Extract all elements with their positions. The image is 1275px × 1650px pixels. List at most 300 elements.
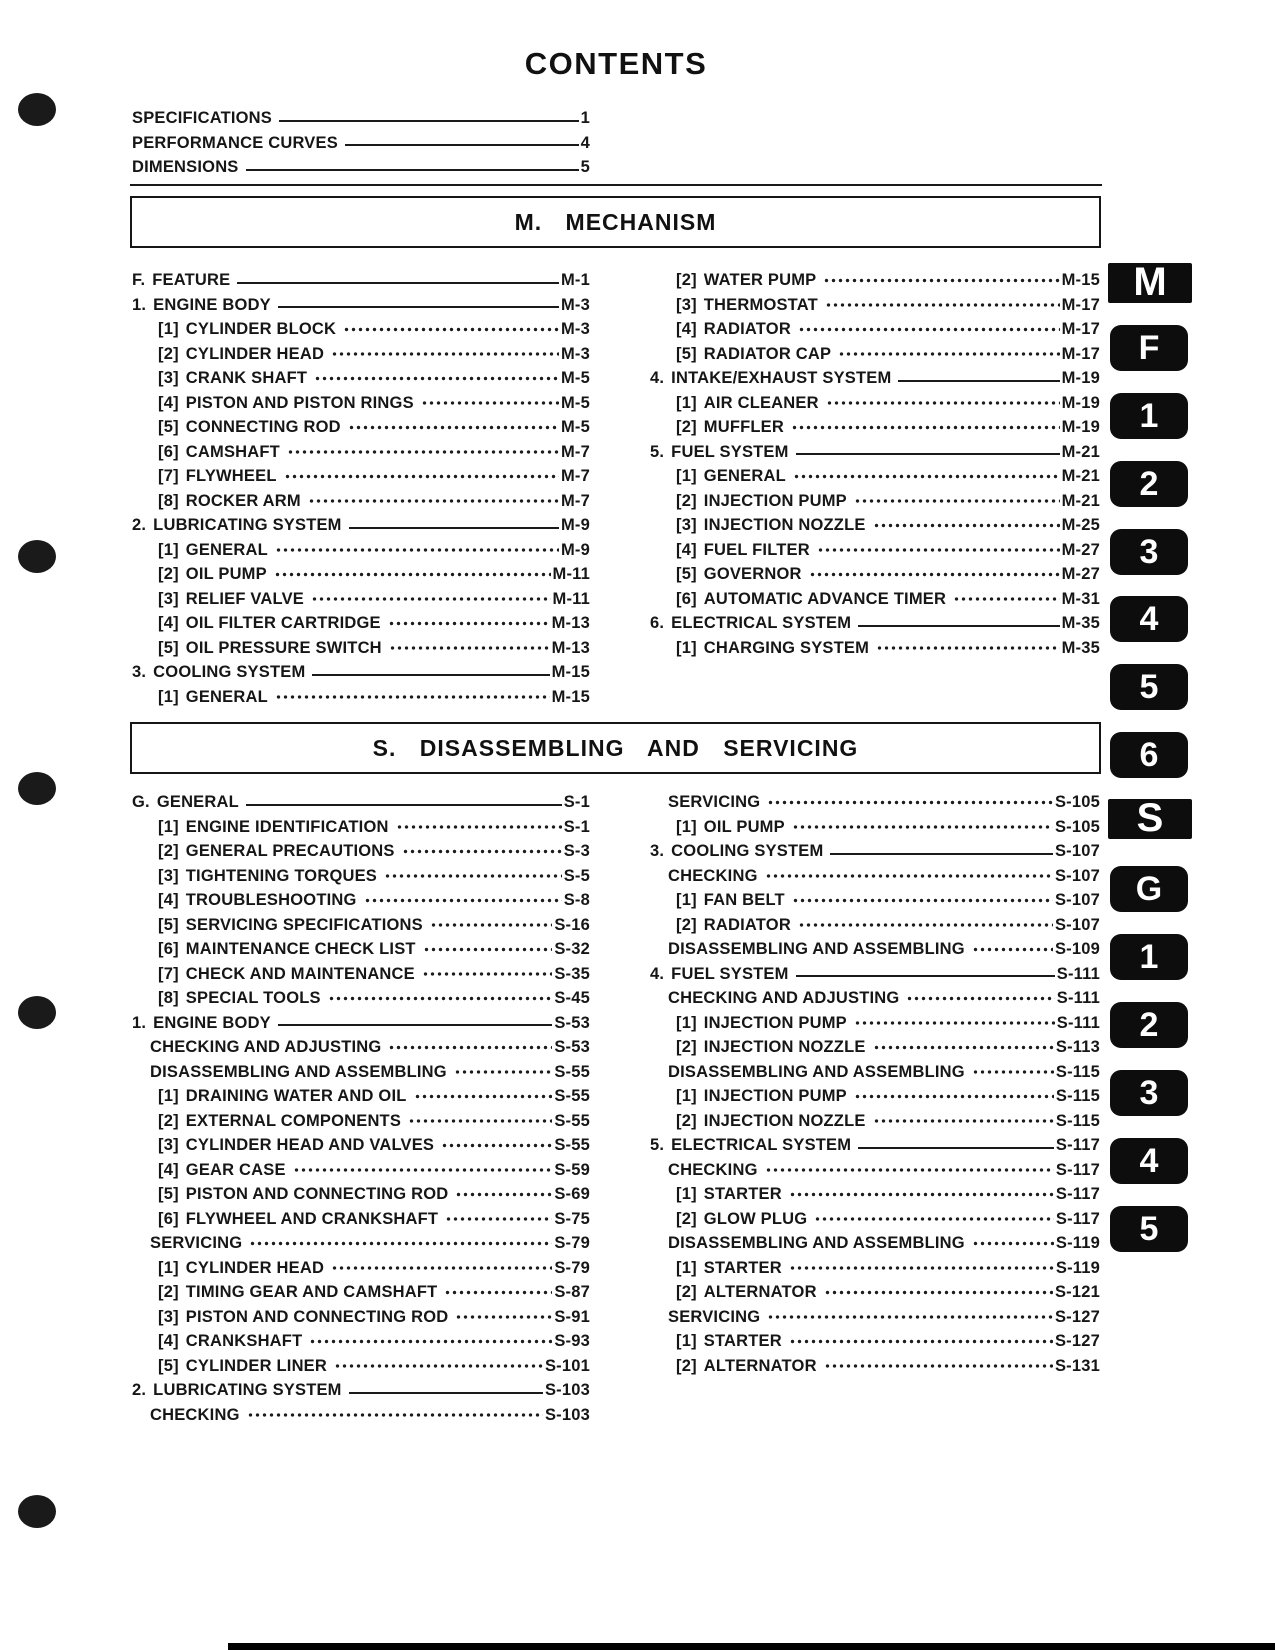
toc-entry-page: S-32 (554, 940, 590, 958)
toc-entry-prefix: [1] (158, 540, 179, 559)
toc-entry-page: S-115 (1055, 1087, 1100, 1105)
toc-entry-prefix: [4] (158, 1332, 179, 1350)
toc-entry (132, 611, 590, 636)
toc-entry-prefix: [3] (158, 1136, 179, 1154)
toc-entry-label: CRANK SHAFT (185, 369, 308, 387)
toc-leader (826, 391, 1060, 416)
toc-entry-label: INJECTION PUMP (703, 1087, 847, 1105)
toc-leader (308, 489, 559, 514)
toc-entry (650, 440, 1100, 465)
toc-entry (132, 888, 590, 913)
toc-entry-label: ALTERNATOR (703, 1356, 817, 1375)
toc-entry-label: STARTER (703, 1185, 782, 1203)
toc-entry (650, 937, 1100, 962)
toc-entry-page: M-9 (560, 540, 590, 559)
toc-entry (650, 1354, 1100, 1379)
toc-entry-label: FUEL SYSTEM (671, 964, 789, 983)
toc-entry-prefix: [1] (676, 1185, 697, 1203)
toc-entry (132, 1158, 590, 1183)
toc-entry (132, 317, 590, 342)
toc-entry (650, 636, 1100, 661)
toc-entry-label: DISASSEMBLING AND ASSEMBLING (668, 1062, 965, 1081)
toc-entry-page: S-105 (1054, 793, 1100, 811)
toc-entry (132, 790, 590, 815)
toc-entry-label: FUEL FILTER (703, 540, 810, 559)
toc-leader (854, 489, 1060, 514)
toc-entry-prefix: [1] (676, 1332, 697, 1350)
toc-entry-page: S-8 (563, 891, 590, 909)
toc-leader (876, 636, 1060, 661)
toc-entry-label: DISASSEMBLING AND ASSEMBLING (668, 940, 965, 958)
toc-leader (906, 986, 1054, 1011)
toc-entry-label: EXTERNAL COMPONENTS (185, 1111, 402, 1130)
toc-entry-prefix: [6] (158, 1209, 179, 1228)
toc-leader (287, 440, 559, 465)
toc-entry (132, 415, 590, 440)
toc-entry (650, 888, 1100, 913)
toc-entry (132, 1207, 590, 1232)
toc-leader (798, 317, 1060, 342)
toc-entry (132, 815, 590, 840)
toc-entry-page: M-7 (560, 491, 590, 510)
toc-leader (275, 538, 559, 563)
toc-entry-label: DISASSEMBLING AND ASSEMBLING (668, 1234, 965, 1252)
toc-entry (132, 538, 590, 563)
toc-entry-label: DISASSEMBLING AND ASSEMBLING (150, 1062, 447, 1081)
side-tab-s: S (1108, 799, 1192, 839)
toc-entry-page: S-55 (554, 1062, 590, 1081)
toc-entry (650, 1158, 1100, 1183)
toc-entry-prefix: [3] (676, 295, 697, 314)
toc-entry-label: STARTER (703, 1258, 782, 1277)
toc-entry-prefix: [1] (676, 638, 697, 657)
toc-leader (441, 1133, 552, 1158)
toc-entry-page: S-117 (1055, 1209, 1100, 1228)
toc-entry-prefix: [8] (158, 491, 179, 510)
toc-entry (650, 317, 1100, 342)
toc-entry (132, 636, 590, 661)
toc-entry (650, 1231, 1100, 1256)
toc-entry-prefix: [3] (158, 589, 179, 608)
toc-entry-label: GENERAL (703, 467, 786, 485)
side-tab-4: 4 (1110, 1138, 1188, 1184)
toc-entry-prefix: 1. (132, 295, 147, 314)
divider-rule (130, 184, 1102, 186)
toc-entry-page: M-19 (1061, 418, 1100, 436)
toc-leader (789, 1329, 1053, 1354)
toc-entry (132, 562, 590, 587)
toc-entry-page: S-115 (1055, 1062, 1100, 1081)
toc-entry-page: S-111 (1056, 964, 1100, 983)
toc-leader (311, 587, 551, 612)
toc-entry-page: S-127 (1054, 1307, 1100, 1326)
toc-entry-label: DRAINING WATER AND OIL (185, 1087, 407, 1105)
toc-entry-prefix: [2] (676, 1283, 697, 1301)
toc-leader (408, 1109, 552, 1134)
toc-entry-page: M-31 (1061, 589, 1100, 608)
toc-entry-page: S-53 (554, 1038, 590, 1056)
toc-entry-page: S-115 (1055, 1111, 1100, 1130)
toc-entry-label: FLYWHEEL (185, 467, 277, 485)
toc-entry-label: CHECKING AND ADJUSTING (150, 1038, 382, 1056)
toc-entry-prefix: [3] (676, 516, 697, 534)
toc-entry-label: GEAR CASE (185, 1160, 286, 1179)
servicing-left-column (132, 790, 590, 1427)
toc-entry-prefix: [2] (158, 565, 179, 583)
toc-entry-label: INJECTION PUMP (703, 491, 847, 510)
toc-entry-label: CAMSHAFT (185, 442, 280, 461)
binder-hole (18, 1495, 56, 1528)
toc-entry (132, 440, 590, 465)
toc-entry-label: INJECTION NOZZLE (703, 1111, 866, 1130)
toc-entry-label: LUBRICATING SYSTEM (153, 516, 342, 534)
toc-entry (650, 538, 1100, 563)
toc-entry-label: FLYWHEEL AND CRANKSHAFT (185, 1209, 439, 1228)
toc-entry-page: M-15 (1061, 271, 1100, 289)
side-tab-1: 1 (1110, 934, 1188, 980)
toc-leader (343, 317, 559, 342)
toc-entry-prefix: [1] (158, 1087, 179, 1105)
toc-entry (132, 839, 590, 864)
toc-leader (414, 1084, 553, 1109)
toc-entry-label: MAINTENANCE CHECK LIST (185, 940, 416, 958)
toc-entry-page: S-55 (554, 1136, 590, 1154)
toc-leader (823, 268, 1059, 293)
toc-entry-page: M-27 (1061, 565, 1100, 583)
toc-entry (650, 1109, 1100, 1134)
toc-entry-page: S-79 (554, 1258, 590, 1277)
toc-entry (132, 587, 590, 612)
toc-entry-prefix: [1] (158, 1258, 179, 1277)
toc-leader (312, 674, 549, 676)
side-tab-6: 6 (1110, 732, 1188, 778)
toc-entry-page: M-19 (1061, 393, 1100, 412)
toc-entry (132, 1182, 590, 1207)
toc-entry-page: M-15 (551, 687, 590, 706)
toc-entry-label: ENGINE BODY (153, 1013, 271, 1032)
toc-entry-prefix: 4. (650, 369, 665, 387)
toc-entry-label: GOVERNOR (703, 565, 802, 583)
toc-entry (132, 155, 590, 180)
toc-leader (873, 513, 1060, 538)
toc-entry-prefix: [2] (158, 1283, 179, 1301)
toc-leader (873, 1109, 1054, 1134)
toc-entry-label: PERFORMANCE CURVES (132, 133, 338, 152)
scan-edge-artifact (228, 1643, 1275, 1650)
servicing-right-column (650, 790, 1100, 1427)
toc-entry-prefix: 6. (650, 614, 665, 632)
toc-entry (650, 839, 1100, 864)
toc-entry-prefix: [1] (676, 393, 697, 412)
toc-entry-prefix: 1. (132, 1013, 147, 1032)
toc-entry-prefix: [5] (158, 418, 179, 436)
toc-leader (384, 864, 562, 889)
section-title-mechanism: M. MECHANISM (514, 208, 717, 235)
toc-leader (972, 937, 1053, 962)
toc-entry (650, 1011, 1100, 1036)
toc-entry-page: 1 (580, 109, 590, 127)
toc-entry-label: CYLINDER HEAD AND VALVES (185, 1136, 435, 1154)
toc-entry-label: OIL PRESSURE SWITCH (185, 638, 382, 657)
toc-leader (898, 380, 1059, 382)
toc-entry-label: TROUBLESHOOTING (185, 891, 357, 909)
toc-leader (284, 464, 559, 489)
toc-entry (650, 1280, 1100, 1305)
toc-entry (650, 391, 1100, 416)
toc-entry-page: S-91 (554, 1307, 590, 1326)
toc-entry-page: M-21 (1061, 467, 1100, 485)
side-tab-3: 3 (1110, 529, 1188, 575)
toc-entry (132, 1011, 590, 1036)
toc-entry (650, 1207, 1100, 1232)
toc-leader (789, 1256, 1054, 1281)
side-tab-5: 5 (1110, 1206, 1188, 1252)
toc-entry-page: M-21 (1061, 442, 1100, 461)
binder-hole (18, 772, 56, 805)
mechanism-left-column (132, 268, 590, 709)
toc-entry-label: SPECIFICATIONS (132, 109, 273, 127)
toc-entry-page: M-15 (551, 663, 590, 681)
toc-entry (132, 986, 590, 1011)
side-tab-2: 2 (1110, 1002, 1188, 1048)
toc-entry (650, 342, 1100, 367)
toc-entry-prefix: [1] (158, 320, 179, 338)
toc-entry-page: S-107 (1054, 915, 1100, 934)
toc-entry-label: ALTERNATOR (703, 1283, 817, 1301)
toc-entry (650, 1329, 1100, 1354)
toc-entry-label: MUFFLER (703, 418, 784, 436)
toc-entry (132, 913, 590, 938)
toc-entry-page: S-87 (554, 1283, 590, 1301)
toc-entry-label: SERVICING (150, 1234, 243, 1252)
toc-entry-prefix: [7] (158, 467, 179, 485)
toc-leader (789, 1182, 1054, 1207)
toc-entry (650, 513, 1100, 538)
toc-entry (132, 1378, 590, 1403)
toc-entry-page: S-45 (554, 989, 590, 1007)
toc-entry-prefix: [6] (158, 442, 179, 461)
toc-entry-prefix: [1] (676, 891, 697, 909)
page-title: CONTENTS (524, 46, 708, 81)
toc-entry-page: S-35 (554, 964, 590, 983)
toc-leader (278, 306, 559, 308)
toc-leader (791, 415, 1060, 440)
toc-entry-prefix: [1] (676, 1087, 697, 1105)
toc-entry-prefix: [2] (676, 1111, 697, 1130)
toc-entry-page: M-1 (560, 271, 590, 289)
toc-entry-prefix: [4] (158, 1160, 179, 1179)
toc-entry (132, 937, 590, 962)
toc-entry-page: S-117 (1055, 1136, 1100, 1154)
mechanism-columns (132, 268, 1100, 709)
toc-leader (445, 1207, 552, 1232)
toc-leader (455, 1182, 552, 1207)
toc-entry-label: RADIATOR CAP (703, 344, 832, 363)
toc-entry-page: 5 (580, 158, 590, 176)
toc-entry (132, 1060, 590, 1085)
toc-leader (246, 169, 579, 171)
toc-leader (396, 815, 562, 840)
toc-entry-prefix: [2] (158, 344, 179, 363)
toc-entry-page: M-35 (1061, 638, 1100, 657)
toc-entry-page: S-127 (1054, 1332, 1100, 1350)
toc-entry-prefix: [2] (676, 271, 697, 289)
toc-entry-page: S-113 (1055, 1038, 1100, 1056)
toc-leader (389, 636, 550, 661)
toc-entry-label: OIL FILTER CARTRIDGE (185, 614, 381, 632)
toc-entry-prefix: [1] (676, 817, 697, 836)
binder-hole (18, 93, 56, 126)
toc-entry-prefix: [4] (158, 393, 179, 412)
toc-entry-page: S-55 (554, 1087, 590, 1105)
toc-entry (650, 986, 1100, 1011)
toc-entry (132, 513, 590, 538)
toc-entry-prefix: 2. (132, 516, 147, 534)
toc-entry-prefix: 5. (650, 1136, 665, 1154)
toc-leader (825, 293, 1060, 318)
toc-entry-prefix: 2. (132, 1381, 147, 1399)
toc-entry-prefix: [5] (158, 1356, 179, 1375)
toc-entry-page: S-59 (554, 1160, 590, 1179)
toc-entry-page: M-17 (1061, 295, 1100, 314)
toc-entry-label: CONNECTING ROD (185, 418, 341, 436)
toc-entry-label: TIGHTENING TORQUES (185, 866, 378, 885)
toc-leader (814, 1207, 1054, 1232)
toc-entry-page: S-111 (1056, 989, 1100, 1007)
toc-entry-page: M-7 (560, 467, 590, 485)
toc-entry (132, 366, 590, 391)
toc-entry-label: LUBRICATING SYSTEM (153, 1381, 342, 1399)
toc-entry-label: FEATURE (152, 271, 231, 289)
toc-entry-label: OIL PUMP (703, 817, 785, 836)
toc-entry-page: S-55 (554, 1111, 590, 1130)
toc-leader (331, 342, 559, 367)
toc-entry-page: S-107 (1054, 891, 1100, 909)
toc-entry-label: INJECTION NOZZLE (703, 516, 866, 534)
toc-entry-label: CHECK AND MAINTENANCE (185, 964, 415, 983)
toc-leader (328, 986, 553, 1011)
toc-leader (334, 1354, 543, 1379)
toc-leader (817, 538, 1060, 563)
toc-leader (388, 611, 550, 636)
toc-entry (650, 415, 1100, 440)
toc-entry-page: S-1 (563, 793, 590, 811)
toc-leader (824, 1354, 1053, 1379)
toc-entry (132, 342, 590, 367)
toc-leader (444, 1280, 552, 1305)
toc-entry (650, 611, 1100, 636)
toc-entry (132, 106, 590, 131)
toc-leader (275, 685, 550, 710)
toc-entry-page: M-25 (1061, 516, 1100, 534)
toc-entry-label: DIMENSIONS (132, 158, 239, 176)
toc-entry-page: S-111 (1056, 1013, 1100, 1032)
toc-entry-label: GENERAL (185, 540, 268, 559)
toc-entry-prefix: 5. (650, 442, 665, 461)
toc-entry (650, 1305, 1100, 1330)
toc-entry-label: CYLINDER BLOCK (185, 320, 337, 338)
toc-entry (650, 293, 1100, 318)
toc-entry-page: M-3 (560, 344, 590, 363)
toc-entry-page: S-109 (1054, 940, 1100, 958)
toc-leader (796, 453, 1060, 455)
toc-entry-prefix: [4] (158, 891, 179, 909)
toc-entry-page: M-21 (1061, 491, 1100, 510)
toc-entry (132, 131, 590, 156)
toc-entry (132, 1403, 590, 1428)
toc-entry (132, 1109, 590, 1134)
toc-leader (873, 1035, 1054, 1060)
toc-entry-page: M-11 (552, 589, 590, 608)
toc-entry-label: AIR CLEANER (703, 393, 819, 412)
toc-entry (650, 1182, 1100, 1207)
side-tab-g: G (1110, 866, 1188, 912)
toc-entry (132, 391, 590, 416)
toc-leader (402, 839, 562, 864)
toc-entry (650, 464, 1100, 489)
toc-entry (650, 489, 1100, 514)
toc-entry-label: SERVICING SPECIFICATIONS (185, 915, 423, 934)
toc-entry-page: S-103 (544, 1405, 590, 1424)
toc-leader (423, 937, 553, 962)
toc-leader (809, 562, 1060, 587)
toc-entry-page: S-79 (554, 1234, 590, 1252)
binder-hole (18, 996, 56, 1029)
section-header-mechanism (130, 196, 1101, 248)
toc-entry-label: COOLING SYSTEM (671, 842, 824, 860)
toc-entry-page: M-5 (560, 393, 590, 412)
toc-entry (132, 864, 590, 889)
toc-entry-page: S-121 (1054, 1283, 1100, 1301)
toc-entry-label: PISTON AND CONNECTING ROD (185, 1307, 449, 1326)
toc-entry-prefix: [5] (158, 915, 179, 934)
toc-entry (132, 1084, 590, 1109)
toc-entry-prefix: [2] (676, 418, 697, 436)
toc-entry-prefix: 4. (650, 964, 665, 983)
toc-entry-label: CYLINDER HEAD (185, 1258, 325, 1277)
toc-entry-label: GLOW PLUG (703, 1209, 808, 1228)
side-tab-f: F (1110, 325, 1188, 371)
toc-entry (650, 1060, 1100, 1085)
toc-entry-page: M-35 (1061, 614, 1100, 632)
toc-entry (132, 1231, 590, 1256)
toc-leader (309, 1329, 552, 1354)
toc-entry-label: SPECIAL TOOLS (185, 989, 321, 1007)
toc-entry-page: S-69 (554, 1185, 590, 1203)
toc-entry (132, 962, 590, 987)
toc-entry-prefix: F. (132, 271, 146, 289)
toc-entry (132, 464, 590, 489)
toc-entry-page: S-117 (1055, 1160, 1100, 1179)
toc-entry-label: WATER PUMP (703, 271, 817, 289)
toc-entry-label: COOLING SYSTEM (153, 663, 306, 681)
toc-entry-label: CYLINDER LINER (185, 1356, 328, 1375)
toc-entry-page: S-131 (1054, 1356, 1100, 1375)
toc-entry (650, 366, 1100, 391)
toc-entry-page: S-1 (563, 817, 590, 836)
toc-entry (132, 1329, 590, 1354)
toc-entry (132, 1280, 590, 1305)
toc-entry-page: M-9 (560, 516, 590, 534)
toc-entry-label: CHARGING SYSTEM (703, 638, 870, 657)
toc-entry-label: GENERAL (185, 687, 268, 706)
toc-entry-prefix: [6] (676, 589, 697, 608)
toc-leader (798, 913, 1053, 938)
toc-leader (349, 1392, 543, 1394)
page-content (130, 0, 1102, 1650)
toc-leader (349, 527, 559, 529)
toc-entry (650, 815, 1100, 840)
